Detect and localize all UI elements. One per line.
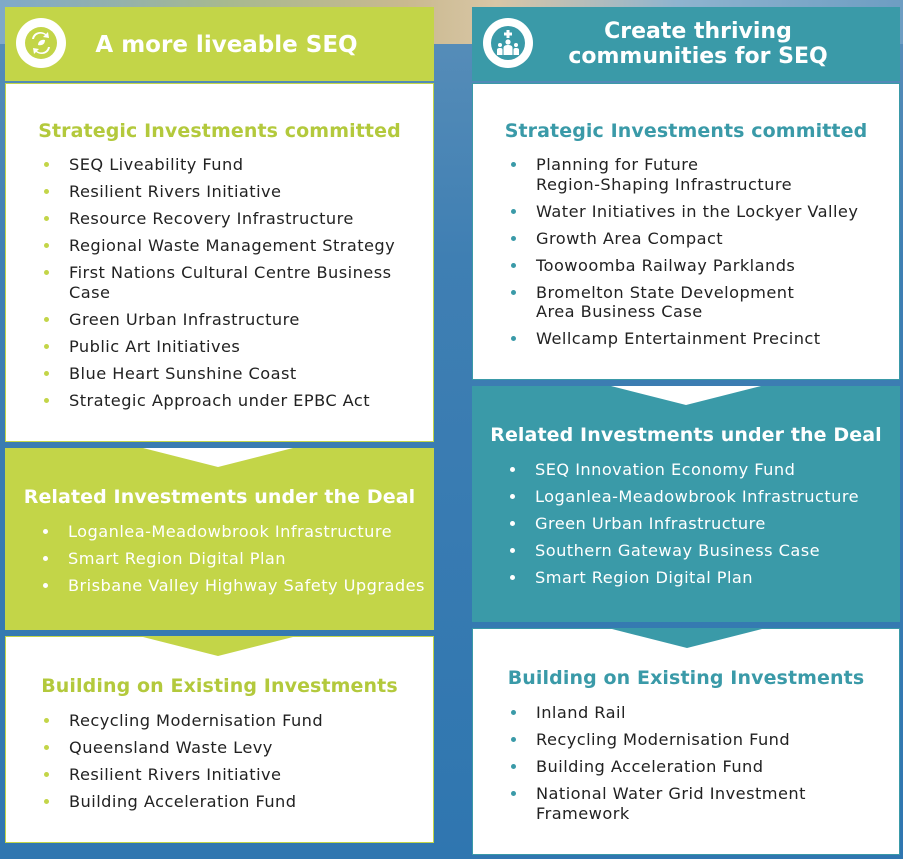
list-item — [511, 155, 896, 194]
list-item-text: Brisbane Valley Highway Safety Upgrades — [68, 576, 425, 595]
bullet-icon — [44, 772, 49, 777]
list-item — [511, 784, 896, 823]
bullet-icon — [43, 529, 48, 534]
thriving-related-list — [510, 460, 895, 595]
list-item — [510, 487, 895, 507]
list-item-text: Recycling Modernisation Fund — [536, 730, 791, 749]
list-item — [44, 792, 434, 812]
bullet-icon — [511, 791, 516, 796]
thriving-header — [472, 7, 900, 81]
bullet-icon — [43, 583, 48, 588]
bullet-icon — [44, 398, 49, 403]
thriving-existing-title: Building on Existing Investments — [507, 667, 865, 689]
list-item-text: Growth Area Compact — [536, 228, 724, 248]
thriving-header-title-line1: Create thriving — [604, 19, 792, 44]
bullet-icon — [43, 556, 48, 561]
list-item — [510, 541, 895, 561]
chevron-divider — [143, 448, 293, 467]
bullet-icon — [510, 521, 515, 526]
list-item — [44, 337, 434, 357]
recycle-leaf-icon — [16, 18, 66, 68]
list-item — [511, 229, 896, 249]
thriving-header-title-line2: communities for SEQ — [568, 44, 828, 69]
liveable-strategic-list — [44, 155, 434, 418]
bullet-icon — [511, 710, 516, 715]
list-item-text: Public Art Initiatives — [69, 336, 241, 356]
list-item-text: Southern Gateway Business Case — [535, 541, 821, 560]
liveable-existing-box — [5, 636, 434, 843]
list-item-text: Queensland Waste Levy — [69, 738, 273, 757]
bullet-icon — [44, 317, 49, 322]
list-item — [43, 576, 433, 596]
list-item-text: Smart Region Digital Plan — [535, 568, 754, 587]
list-item — [510, 568, 895, 588]
list-item-text: Resilient Rivers Initiative — [69, 182, 282, 201]
list-item-text: Building Acceleration Fund — [536, 757, 764, 776]
chevron-divider — [612, 629, 762, 648]
liveable-seq-panel — [5, 7, 434, 843]
list-item — [44, 155, 434, 175]
list-item-text: SEQ Innovation Economy Fund — [535, 460, 796, 479]
bullet-icon — [511, 162, 516, 167]
list-item-text: Resource Recovery Infrastructure — [69, 209, 354, 228]
list-item-text: Loganlea-Meadowbrook Infrastructure — [68, 522, 392, 541]
bullet-icon — [44, 216, 49, 221]
list-item — [44, 209, 434, 229]
bullet-icon — [44, 718, 49, 723]
thriving-related-box — [472, 386, 900, 622]
list-item — [511, 329, 896, 349]
list-item — [44, 310, 434, 330]
chevron-divider — [143, 637, 293, 656]
bullet-icon — [44, 799, 49, 804]
list-item-text: Framework — [536, 803, 630, 823]
liveable-strategic-title: Strategic Investments committed — [38, 120, 401, 142]
list-item — [44, 711, 434, 731]
list-item-text: Loganlea-Meadowbrook Infrastructure — [535, 487, 859, 506]
thriving-strategic-title: Strategic Investments committed — [504, 120, 868, 142]
list-item-text: Bromelton State Development — [536, 282, 795, 302]
bullet-icon — [511, 764, 516, 769]
list-item — [511, 757, 896, 777]
liveable-related-box — [5, 448, 434, 630]
chevron-divider — [611, 386, 761, 405]
bullet-icon — [510, 467, 515, 472]
list-item — [44, 738, 434, 758]
thriving-related-title: Related Investments under the Deal — [490, 424, 882, 446]
liveable-header-title: A more liveable SEQ — [95, 32, 358, 58]
liveable-strategic-box — [5, 83, 434, 442]
list-item — [511, 256, 896, 276]
list-item — [510, 514, 895, 534]
list-item-text: Smart Region Digital Plan — [68, 549, 287, 568]
list-item — [44, 263, 434, 302]
list-item — [44, 236, 434, 256]
liveable-header — [5, 7, 434, 81]
list-item-text: Planning for Future — [536, 155, 699, 174]
list-item-text: Area Business Case — [536, 302, 703, 321]
list-item — [511, 283, 896, 322]
thriving-strategic-list — [511, 155, 896, 356]
bullet-icon — [511, 336, 516, 341]
bullet-icon — [511, 263, 516, 268]
bullet-icon — [44, 189, 49, 194]
bullet-icon — [44, 745, 49, 750]
list-item-text: Water Initiatives in the Lockyer Valley — [536, 201, 859, 221]
list-item-text: Recycling Modernisation Fund — [69, 711, 324, 730]
list-item-text: Wellcamp Entertainment Precinct — [536, 329, 821, 348]
bullet-icon — [511, 737, 516, 742]
list-item — [43, 522, 433, 542]
list-item — [44, 391, 434, 411]
list-item — [44, 364, 434, 384]
bullet-icon — [511, 209, 516, 214]
thriving-existing-list — [511, 703, 896, 831]
bullet-icon — [44, 243, 49, 248]
list-item-text: Building Acceleration Fund — [69, 792, 297, 811]
bullet-icon — [510, 575, 515, 580]
bullet-icon — [44, 270, 49, 275]
list-item-text: Toowoomba Railway Parklands — [536, 255, 796, 275]
list-item — [44, 765, 434, 785]
bullet-icon — [44, 371, 49, 376]
list-item — [511, 202, 896, 222]
list-item — [510, 460, 895, 480]
thriving-strategic-box — [472, 83, 900, 380]
thriving-existing-box — [472, 628, 900, 855]
liveable-related-list — [43, 522, 433, 603]
list-item — [43, 549, 433, 569]
bullet-icon — [510, 548, 515, 553]
thriving-communities-panel — [472, 7, 900, 855]
list-item-text: Green Urban Infrastructure — [69, 309, 300, 329]
list-item — [511, 703, 896, 723]
list-item-text: Strategic Approach under EPBC Act — [69, 390, 371, 410]
list-item — [44, 182, 434, 202]
list-item-text: Region-Shaping Infrastructure — [536, 174, 792, 194]
liveable-related-title: Related Investments under the Deal — [23, 486, 416, 508]
list-item-text: First Nations Cultural Centre Business Case — [69, 263, 392, 302]
bullet-icon — [511, 290, 516, 295]
list-item-text: National Water Grid Investment — [536, 784, 806, 803]
list-item-text: SEQ Liveability Fund — [69, 155, 244, 174]
bullet-icon — [510, 494, 515, 499]
list-item-text: Blue Heart Sunshine Coast — [69, 363, 297, 383]
list-item-text: Resilient Rivers Initiative — [69, 765, 282, 784]
list-item-text: Inland Rail — [536, 703, 626, 722]
bullet-icon — [44, 344, 49, 349]
bullet-icon — [511, 236, 516, 241]
liveable-existing-title: Building on Existing Investments — [41, 675, 398, 697]
liveable-existing-list — [44, 711, 434, 819]
community-people-icon — [483, 18, 533, 68]
bullet-icon — [44, 162, 49, 167]
list-item — [511, 730, 896, 750]
list-item-text: Green Urban Infrastructure — [535, 514, 766, 533]
list-item-text: Regional Waste Management Strategy — [69, 236, 396, 255]
